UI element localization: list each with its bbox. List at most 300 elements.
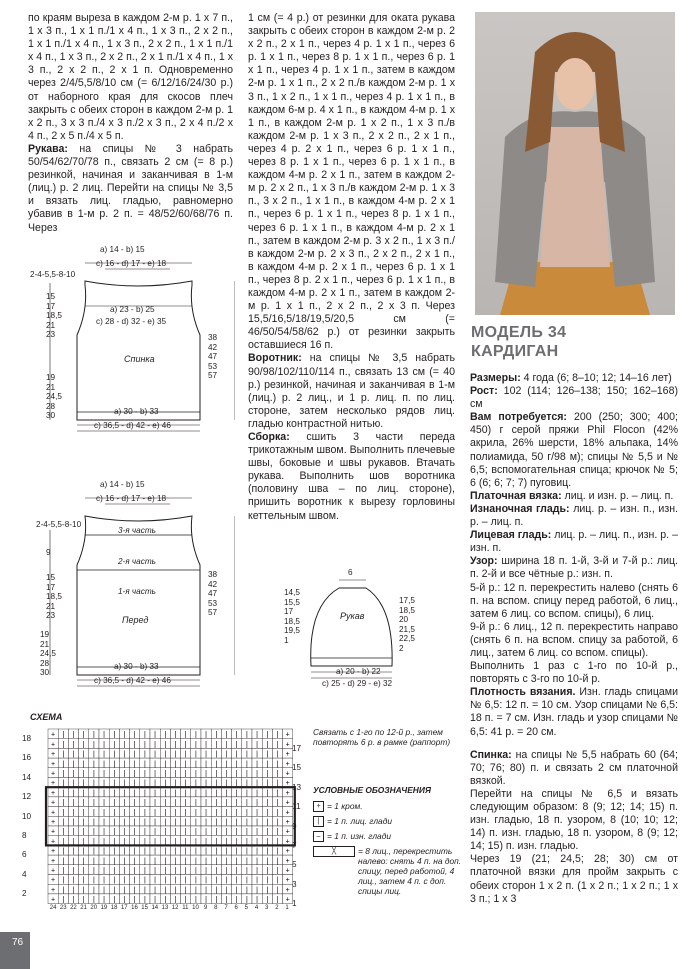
chart-symbol: | <box>184 877 187 885</box>
chart-symbol: | <box>92 838 95 846</box>
chart-symbol: | <box>154 741 157 749</box>
chart-symbol: | <box>113 770 116 778</box>
dim-label: а) 30 - b) 33 <box>114 662 159 671</box>
chart-symbol: | <box>174 731 177 739</box>
paragraph <box>248 431 455 523</box>
chart-symbol: | <box>266 809 269 817</box>
chart-symbol: + <box>285 741 290 749</box>
chart-symbol: | <box>225 760 228 768</box>
paragraph <box>470 749 678 788</box>
chart-symbol: | <box>215 780 218 788</box>
legend <box>313 785 463 896</box>
chart-symbol: | <box>72 838 75 846</box>
model-photo <box>475 12 675 315</box>
chart-symbol: | <box>245 886 248 894</box>
chart-symbol: + <box>51 741 56 749</box>
chart-symbol: | <box>82 780 85 788</box>
chart-symbol: | <box>92 857 95 865</box>
chart-symbol: | <box>235 770 238 778</box>
heading-inline: Платочная вязка: <box>470 489 562 502</box>
chart-symbol: | <box>245 760 248 768</box>
chart-symbol: | <box>133 780 136 788</box>
chart-symbol: | <box>215 741 218 749</box>
chart-symbol: | <box>164 760 167 768</box>
chart-symbol: | <box>215 848 218 856</box>
chart-symbol: | <box>123 799 126 807</box>
chart-symbol: | <box>92 741 95 749</box>
chart-symbol: | <box>82 848 85 856</box>
chart-symbol: | <box>92 731 95 739</box>
chart-symbol: | <box>276 789 279 797</box>
photo-illustration <box>475 12 675 315</box>
paragraph <box>470 411 678 490</box>
chart-symbol: | <box>205 896 208 904</box>
chart-symbol: | <box>235 809 238 817</box>
chart-symbol: | <box>205 770 208 778</box>
chart-symbol: | <box>276 770 279 778</box>
chart-symbol: | <box>154 799 157 807</box>
chart-symbol: | <box>103 828 106 836</box>
chart-symbol: + <box>285 751 290 759</box>
column-number: 2 <box>275 905 279 911</box>
knitting-chart <box>22 725 312 920</box>
chart-symbol: | <box>235 780 238 788</box>
schema-title: СХЕМА <box>30 712 63 722</box>
chart-symbol: | <box>113 896 116 904</box>
chart-symbol: | <box>256 886 259 894</box>
chart-symbol: | <box>174 886 177 894</box>
chart-symbol: | <box>235 886 238 894</box>
chart-symbol: | <box>235 838 238 846</box>
paragraph: Через 19 (21; 24,5; 28; 30) см от платочной вязки для пройм закрыть с обеих сторон 1 х 2 п. (1 х 2 п.; 1 х 2 п.; 1 х 3 п.; 1 х 3 <box>470 853 678 905</box>
chart-symbol: | <box>164 828 167 836</box>
chart-symbol: | <box>82 799 85 807</box>
paragraph: Выполнить 1 раз с 1-го по 10-й р., повторять с 3-го по 10-й р. <box>470 660 678 686</box>
chart-symbol: | <box>154 731 157 739</box>
column-number: 18 <box>110 905 118 911</box>
chart-symbol: | <box>225 867 228 875</box>
chart-symbol: + <box>51 848 56 856</box>
chart-symbol: | <box>164 848 167 856</box>
chart-symbol: + <box>51 770 56 778</box>
chart-symbol: | <box>225 886 228 894</box>
chart-symbol: | <box>194 838 197 846</box>
chart-symbol: | <box>82 857 85 865</box>
chart-symbol: | <box>235 877 238 885</box>
column-number: 5 <box>244 905 249 911</box>
text: лиц. р. – изн. п., изн. р. – лиц. п. <box>470 502 678 529</box>
chart-symbol: | <box>266 770 269 778</box>
chart-symbol: | <box>225 741 228 749</box>
chart-symbol: | <box>62 741 65 749</box>
chart-symbol: | <box>235 751 238 759</box>
chart-symbol: | <box>103 877 106 885</box>
chart-symbol: | <box>194 780 197 788</box>
column-number: 1 <box>285 905 289 911</box>
dim-right: 17,5 18,5 20 21,5 22,5 2 <box>399 596 415 653</box>
chart-symbol: | <box>82 760 85 768</box>
chart-symbol: | <box>62 867 65 875</box>
chart-symbol: | <box>62 877 65 885</box>
chart-symbol: | <box>123 770 126 778</box>
column-number: 16 <box>131 905 138 911</box>
chart-symbol: | <box>194 741 197 749</box>
chart-symbol: | <box>225 848 228 856</box>
chart-symbol: | <box>133 886 136 894</box>
chart-symbol: | <box>92 780 95 788</box>
chart-symbol: | <box>103 886 106 894</box>
chart-symbol: + <box>285 828 290 836</box>
chart-symbol: | <box>154 809 157 817</box>
chart-symbol: | <box>123 848 126 856</box>
chart-symbol: | <box>154 857 157 865</box>
paragraph <box>470 686 678 738</box>
chart-symbol: | <box>103 741 106 749</box>
column-numbers <box>48 905 292 911</box>
chart-symbol: | <box>133 877 136 885</box>
chart-symbol: | <box>205 731 208 739</box>
chart-symbol: | <box>103 857 106 865</box>
chart-symbol: | <box>174 789 177 797</box>
chart-symbol: | <box>133 819 136 826</box>
chart-symbol: | <box>82 751 85 759</box>
chart-symbol: | <box>164 867 167 875</box>
chart-symbol: | <box>266 799 269 807</box>
chart-symbol: | <box>113 828 116 836</box>
chart-symbol: | <box>276 867 279 875</box>
part-label: 1-я часть <box>118 587 156 596</box>
chart-symbol: | <box>62 789 65 797</box>
chart-symbol: | <box>123 731 126 739</box>
chart-symbol: | <box>113 886 116 894</box>
chart-symbol: | <box>184 760 187 768</box>
chart-symbol: | <box>123 751 126 759</box>
chart-symbol: | <box>266 731 269 739</box>
chart-symbol: | <box>164 886 167 894</box>
chart-symbol: | <box>184 741 187 749</box>
chart-symbol: | <box>123 789 126 797</box>
chart-symbol: | <box>205 789 208 797</box>
column-number: 20 <box>90 905 98 911</box>
chart-symbol: | <box>113 809 116 817</box>
schema-repeat-note: Связать с 1-го по 12-й р., затем повторять 6 р. в рамке (раппорт) <box>313 727 451 747</box>
column-number: 4 <box>254 905 259 911</box>
dim-label: а) 20 - b) 22 <box>336 667 381 676</box>
column-number: 7 <box>224 905 228 911</box>
chart-symbol: | <box>276 731 279 739</box>
chart-symbol: | <box>164 770 167 778</box>
chart-symbol: + <box>285 886 290 894</box>
chart-symbol: | <box>245 789 248 797</box>
dim-label: c) 36,5 - d) 42 - e) 46 <box>94 421 171 430</box>
chart-symbol: | <box>215 760 218 768</box>
chart-symbol: | <box>266 877 269 885</box>
chart-symbol: | <box>154 896 157 904</box>
chart-symbol: + <box>51 731 56 739</box>
chart-symbol: | <box>113 751 116 759</box>
dim-left-a: 15 17 18,5 21 23 <box>46 573 62 621</box>
chart-symbol: | <box>133 751 136 759</box>
chart-symbol: | <box>194 770 197 778</box>
chart-symbol: | <box>194 848 197 856</box>
chart-symbol: | <box>205 760 208 768</box>
chart-symbol: | <box>103 819 106 826</box>
chart-symbol: | <box>266 760 269 768</box>
chart-symbol: | <box>194 896 197 904</box>
spacer <box>470 739 678 749</box>
chart-symbol: + <box>285 760 290 768</box>
chart-symbol: + <box>285 867 290 875</box>
chart-symbol: | <box>92 770 95 778</box>
chart-symbol: | <box>235 731 238 739</box>
column-number: 6 <box>234 905 238 911</box>
chart-symbol: | <box>103 867 106 875</box>
chart-symbol: | <box>62 857 65 865</box>
chart-symbol: | <box>113 760 116 768</box>
chart-symbol: | <box>103 751 106 759</box>
cable-cross-icon: ╳ <box>313 846 355 857</box>
piece-label: Рукав <box>340 611 365 621</box>
chart-symbol: | <box>92 848 95 856</box>
chart-symbol: | <box>276 741 279 749</box>
chart-symbol: | <box>82 896 85 904</box>
chart-symbol: + <box>285 799 290 807</box>
chart-symbol: | <box>143 751 146 759</box>
chart-symbol: | <box>113 789 116 797</box>
chart-symbol: | <box>82 867 85 875</box>
chart-symbol: | <box>143 809 146 817</box>
chart-symbol: | <box>154 828 157 836</box>
chart-symbol: | <box>245 848 248 856</box>
chart-symbol: | <box>235 789 238 797</box>
heading-inline: Спинка: <box>470 748 512 761</box>
chart-symbol: | <box>103 799 106 807</box>
chart-symbol: + <box>51 819 56 826</box>
chart-symbol: | <box>245 896 248 904</box>
chart-symbol: | <box>256 857 259 865</box>
chart-symbol: | <box>154 760 157 768</box>
dim-left-top: 2-4-5,5-8-10 <box>30 270 76 279</box>
chart-symbol: | <box>72 886 75 894</box>
column-number: 8 <box>214 905 218 911</box>
chart-symbol: | <box>184 770 187 778</box>
chart-symbol: | <box>184 848 187 856</box>
chart-symbol: | <box>143 731 146 739</box>
chart-symbol: | <box>194 857 197 865</box>
chart-symbol: | <box>194 886 197 894</box>
chart-symbol: | <box>276 819 279 826</box>
paragraph <box>470 529 678 555</box>
chart-symbol: | <box>225 751 228 759</box>
chart-symbol: | <box>133 857 136 865</box>
purl-stitch-icon: – <box>313 831 324 842</box>
chart-symbol: | <box>154 886 157 894</box>
chart-symbol: + <box>51 828 56 836</box>
chart-symbol: | <box>103 770 106 778</box>
text: 4 года (6; 8–10; 12; 14–16 лет) <box>520 372 672 384</box>
chart-symbol: | <box>164 751 167 759</box>
chart-symbol: | <box>123 809 126 817</box>
chart-symbol: | <box>72 770 75 778</box>
chart-symbol: | <box>143 780 146 788</box>
paragraph <box>470 385 678 411</box>
chart-symbol: | <box>266 886 269 894</box>
chart-symbol: | <box>235 867 238 875</box>
chart-symbol: | <box>123 819 126 826</box>
chart-symbol: | <box>205 780 208 788</box>
chart-symbol: | <box>266 848 269 856</box>
chart-symbol: | <box>113 731 116 739</box>
chart-symbol: | <box>215 731 218 739</box>
chart-symbol: | <box>133 760 136 768</box>
chart-symbol: | <box>235 819 238 826</box>
chart-symbol: | <box>133 828 136 836</box>
chart-symbol: + <box>51 799 56 807</box>
chart-symbol: | <box>62 809 65 817</box>
chart-symbol: | <box>72 799 75 807</box>
chart-symbol: | <box>164 799 167 807</box>
column-number: 13 <box>161 905 169 911</box>
chart-symbol: | <box>164 731 167 739</box>
chart-symbol: + <box>285 877 290 885</box>
chart-symbol: | <box>143 828 146 836</box>
chart-symbol: | <box>194 751 197 759</box>
chart-symbol: | <box>123 760 126 768</box>
chart-symbol: | <box>72 751 75 759</box>
chart-symbol: | <box>82 770 85 778</box>
chart-symbol: | <box>174 809 177 817</box>
chart-symbol: | <box>194 799 197 807</box>
chart-symbol: | <box>62 799 65 807</box>
chart-symbol: | <box>154 751 157 759</box>
chart-symbol: | <box>194 867 197 875</box>
model-title <box>471 323 566 361</box>
chart-symbol: + <box>285 848 290 856</box>
chart-symbol: | <box>174 770 177 778</box>
knit-stitch-icon: | <box>313 816 324 827</box>
chart-symbol: | <box>133 731 136 739</box>
chart-symbol: | <box>276 751 279 759</box>
chart-symbol: + <box>51 896 56 904</box>
front-diagram <box>30 480 235 692</box>
chart-symbol: | <box>113 819 116 826</box>
chart-symbol: | <box>174 751 177 759</box>
chart-symbol: | <box>184 819 187 826</box>
chart-symbol: | <box>256 751 259 759</box>
chart-symbol: | <box>164 838 167 846</box>
chart-symbol: | <box>123 828 126 836</box>
chart-symbol: | <box>276 896 279 904</box>
chart-symbol: | <box>92 809 95 817</box>
chart-symbol: | <box>72 848 75 856</box>
chart-symbol: | <box>92 867 95 875</box>
chart-symbol: | <box>256 896 259 904</box>
part-label: 3-я часть <box>118 526 156 535</box>
chart-symbol: | <box>235 828 238 836</box>
chart-symbol: | <box>72 780 75 788</box>
back-diagram <box>30 245 235 435</box>
chart-symbol: | <box>82 886 85 894</box>
chart-symbol: + <box>285 838 290 846</box>
chart-symbol: | <box>215 896 218 904</box>
chart-symbol: | <box>256 877 259 885</box>
chart-symbol: | <box>103 896 106 904</box>
column-number: 14 <box>151 905 159 911</box>
chart-symbol: | <box>164 789 167 797</box>
column-number: 3 <box>265 905 269 911</box>
dim-label: 9 <box>46 548 51 557</box>
chart-symbol: | <box>194 731 197 739</box>
heading-inline: Плотность вязания. <box>470 686 576 699</box>
column-number: 17 <box>120 905 128 911</box>
chart-symbol: | <box>154 780 157 788</box>
chart-symbol: | <box>143 789 146 797</box>
dim-label: c) 16 - d) 17 - e) 18 <box>96 259 167 268</box>
chart-symbol: | <box>194 819 197 826</box>
chart-symbol: | <box>174 819 177 826</box>
chart-symbol: + <box>51 780 56 788</box>
legend-item: | = 1 п. лиц. глади <box>313 816 463 827</box>
column-number: 21 <box>80 905 87 911</box>
chart-symbol: | <box>123 780 126 788</box>
chart-symbol: | <box>164 857 167 865</box>
chart-symbol: | <box>174 828 177 836</box>
chart-symbol: | <box>256 809 259 817</box>
chart-symbol: | <box>123 886 126 894</box>
chart-symbol: | <box>62 760 65 768</box>
chart-symbol: | <box>235 741 238 749</box>
chart-symbol: | <box>266 780 269 788</box>
model-name: КАРДИГАН <box>471 343 559 360</box>
heading-inline: Сборка: <box>248 431 290 443</box>
chart-symbol: | <box>266 867 269 875</box>
chart-symbol: | <box>143 886 146 894</box>
dim-left-top: 2-4-5,5-8-10 <box>36 520 82 529</box>
chart-symbol: | <box>235 857 238 865</box>
chart-symbol: | <box>225 877 228 885</box>
chart-symbol: | <box>62 751 65 759</box>
chart-symbol: + <box>285 896 290 904</box>
paragraph: 1 см (= 4 р.) от резинки для оката рукава закрыть с обеих сторон в каждом 2-м р. 2 х 2 п., 2 х 1 п., через 4 р. 1 х 1 п., через 6 р. 1 х 1 п., через 8 р. 1 х 1 п., через 6 р. 1 х 1 п., через 4 р. 1 х 1 п., затем в каждом 2-м р. 1 х 1 п., 2 х 2 п./в каждом 2-м р. 1 х 3 п., 1 х 2 п., 1 х 1 п., через 4 р. 1 х 1 п., в каждом 6-м р. 4 х 1 п., в каждом 4-м р. 1 х 1 п., в каждом 2-м р. 1 х 2 п., 1 х 3 п./в каждом 2-м р. 1 х 3 п., 2 х 2 п., 2 х 1 п., через 4 р. 2 х 1 п., через 6 р. 1 х 1 п., через 8 р. 1 х 1 п., через 6 р. 1 х 1 п., в каждом 4-м р. 2 х 1 п., затем в каждом 2-м р. 2 х 2 п., 1 х 3 п./в каждом 2-м р. 1 х 3 п., 3 х 2 п., 1 х 1 п., в каждом 4-м р. 2 х 1 п., через 6 р. 1 х 1 п., через 8 р. 1 х 1 п., через 6 р. 1 х 1 п., в каждом 4-м р. 2 х 1 п., затем в каждом 2-м р. 3 х 2 п., 1 х 3 п./в каждом 2-м р. 2 х 3 п., 2 х 2 п., 2 х 1 п., в каждом 4-м р. 2 х 1 п., через 6 р. 1 х 1 п., через 8 р. 2 х 1 п., через 6 р. 1 х 1 п., в каждом 4-м р. 2 х 1 п., затем в каждом 2-м р. 1 х 1 п., 2 х 2 п., 2 х 3 п. Через 15,5/16,5/18/19,5/20,5 см (= 46/50/54/58/62 р.) от резинки закрыть оставшиеся 16 п. <box>248 12 455 352</box>
text: ширина 18 п. 1-й, 3-й и 7-й р.: лиц. п. 2-й и все чётные р.: изн. п. <box>470 555 678 581</box>
chart-symbol: | <box>225 896 228 904</box>
chart-symbol: | <box>194 789 197 797</box>
text: Изн. гладь спицами № 6,5: 12 п. = 10 см. Узор спицами № 6,5: 18 п. = 7 см. Изн. гладь и узор спицами № 6,5: 41 р. = 20 см. <box>470 686 678 738</box>
chart-symbol: | <box>256 789 259 797</box>
chart-symbol: + <box>285 780 290 788</box>
chart-symbol: | <box>72 819 75 826</box>
paragraph <box>470 503 678 529</box>
chart-symbol: | <box>164 896 167 904</box>
chart-symbol: | <box>276 780 279 788</box>
text: 102 (114; 126–138; 150; 162–168) см <box>470 385 678 411</box>
chart-symbol: | <box>266 789 269 797</box>
chart-symbol: | <box>276 838 279 846</box>
dim-left: 14,5 15,5 17 18,5 19,5 1 <box>284 588 300 645</box>
chart-symbol: + <box>285 731 290 739</box>
chart-symbol: | <box>164 741 167 749</box>
chart-symbol: | <box>174 857 177 865</box>
chart-symbol: | <box>154 848 157 856</box>
chart-symbol: | <box>133 809 136 817</box>
chart-symbol: | <box>256 838 259 846</box>
chart-symbol: | <box>82 819 85 826</box>
chart-grid <box>22 725 312 920</box>
heading-inline: Рукава: <box>28 142 68 155</box>
legend-item: ╳ = 8 лиц., перекрестить налево: снять 4 п. на доп. спицу, перед работой, 4 лиц., затем 4 п. с доп. спицы лиц. <box>313 846 463 896</box>
chart-symbol: | <box>256 867 259 875</box>
chart-symbol: | <box>103 848 106 856</box>
